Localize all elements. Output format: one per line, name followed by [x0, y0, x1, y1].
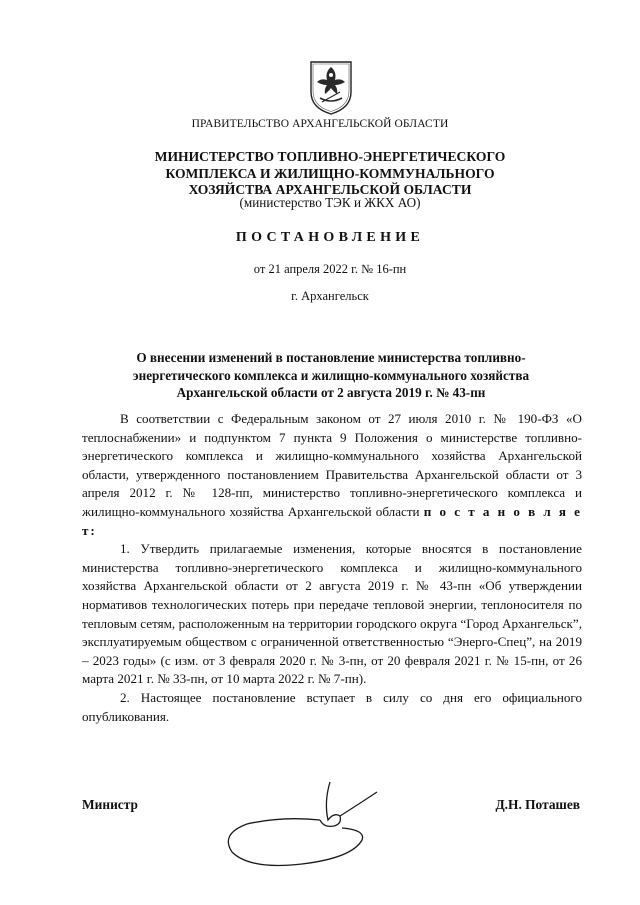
- document-title: [100, 349, 562, 402]
- document-city: г. Архангельск: [291, 289, 369, 303]
- preamble-text: В соответствии с Федеральным законом от 27 июля 2010 г. № 190-ФЗ «О теплоснабжении» и подпунктом 7 пункта 9 Положения о министерстве топливно-энергетического комплекса и жилищно-коммунального хозяйства Архангельской области, утвержденного постановлением Правительства Архангельской области от 3 апреля 2012 г. № 128-пп, министерство топливно-энергетического комплекса и жилищно-коммунального хозяйства Архангельской области: [82, 411, 582, 519]
- ministry-line: ХОЗЯЙСТВА АРХАНГЕЛЬСКОЙ ОБЛАСТИ: [188, 182, 472, 197]
- title-line: О внесении изменений в постановление министерства топливно-: [136, 350, 526, 365]
- handwritten-signature: [212, 772, 392, 872]
- ministry-short-name: (министерство ТЭК и ЖКХ АО): [239, 195, 421, 210]
- arkhangelsk-coat-of-arms-icon: [308, 58, 354, 116]
- resolves-text: п о с т а н о в л я е т:: [82, 503, 582, 538]
- ministry-line: КОМПЛЕКСА И ЖИЛИЩНО-КОММУНАЛЬНОГО: [165, 165, 495, 181]
- item-1-paragraph: 1. Утвердить прилагаемые изменения, которые вносятся в постановление министерства топливно-энергетического комплекса и жилищно-коммунального хозяйства Архангельской области от 2 августа 2019 г. № 43-пн «Об утверждении нормативов технологических потерь при передаче тепловой энергии, теплоносителя по тепловым сетям, расположенным на территории городского округа “Город Архангельск”, эксплуатируемым обществом с ограниченной ответственностью “Энерго-Спец”, на 2019 – 2023 годы» (с изм. от 3 февраля 2020 г. № 3-пн, от 20 февраля 2021 г. № 15-пн, от 26 марта 2021 г. № 33-пн, от 10 марта 2022 г. № 7-пн).: [82, 541, 582, 687]
- document-date-number: от 21 апреля 2022 г. № 16-пн: [253, 262, 407, 276]
- title-line: энергетического комплекса и жилищно-коммунального хозяйства: [132, 367, 530, 383]
- signer-position: Министр: [82, 797, 138, 812]
- preamble-paragraph: [82, 410, 582, 540]
- ministry-line: МИНИСТЕРСТВО ТОПЛИВНО-ЭНЕРГЕТИЧЕСКОГО: [154, 149, 506, 164]
- signer-name: Д.Н. Поташев: [495, 797, 580, 812]
- ministry-name: [80, 149, 580, 199]
- item-2-paragraph: 2. Настоящее постановление вступает в силу со дня его официального опубликования.: [82, 689, 582, 724]
- title-line: Архангельской области от 2 августа 2019 г. № 43-пн: [176, 385, 486, 400]
- document-type: ПОСТАНОВЛЕНИЕ: [235, 230, 425, 245]
- government-heading: ПРАВИТЕЛЬСТВО АРХАНГЕЛЬСКОЙ ОБЛАСТИ: [191, 118, 449, 130]
- document-body: [82, 410, 582, 726]
